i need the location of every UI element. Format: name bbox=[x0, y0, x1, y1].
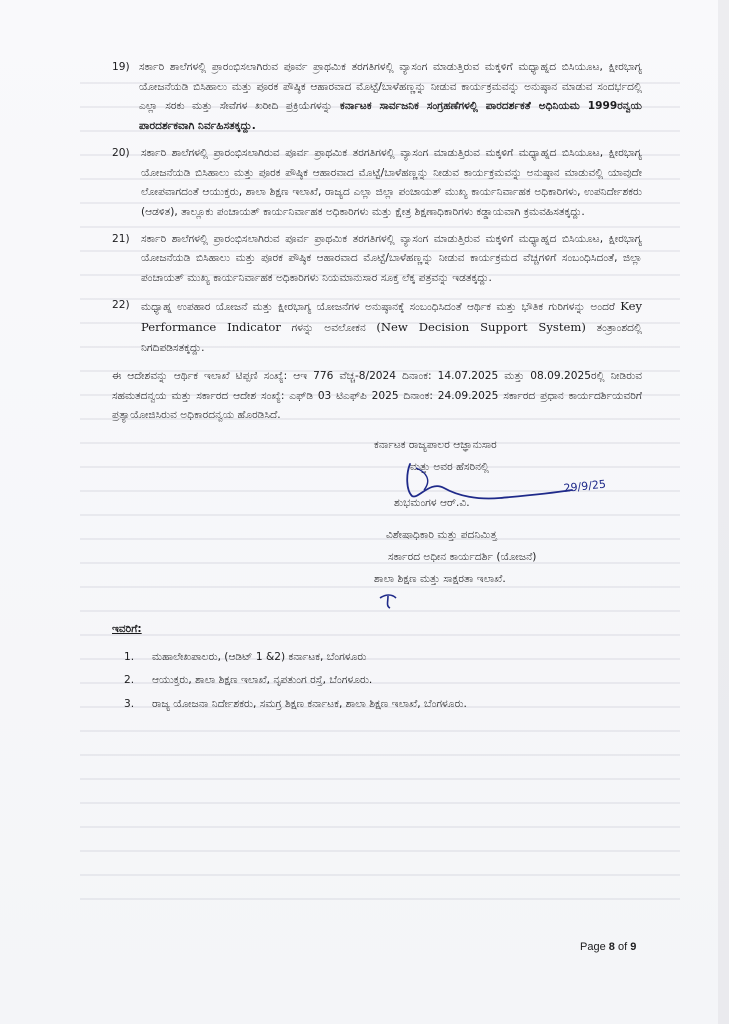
clause-text: ಸರ್ಕಾರಿ ಶಾಲೆಗಳಲ್ಲಿ ಪ್ರಾರಂಭಿಸಲಾಗಿರುವ ಪೂರ್ವ ಪ್ರಾಥಮಿಕ ತರಗತಿಗಳಲ್ಲಿ ವ್ಯಾಸಂಗ ಮಾಡುತ್ತಿರುವ ಮಕ್ಕಳಿಗೆ ಮಧ್ಯಾಹ್ನದ ಬಿಸಿಯೂಟ, ಕ್ಷೀರಭಾಗ್ಯ ಯೋಜನೆಯಡಿ ಬಿಸಿಹಾಲು ಮತ್ತು ಪೂರಕ ಪೌಷ್ಠಿಕ ಆಹಾರವಾದ ಮೊಟ್ಟೆ/ಬಾಳೆಹಣ್ಣನ್ನು ನೀಡುವ ಕಾರ್ಯಕ್ರಮದ ವೆಚ್ಚಗಳಿಗೆ ಸಂಬಂಧಿಸಿದಂತೆ, ಜಿಲ್ಲಾ ಪಂಚಾಯತ್ ಮುಖ್ಯ ಕಾರ್ಯನಿರ್ವಾಹಕ ಅಧಿಕಾರಿಗಳು ನಿಯಮಾನುಸಾರ ಸೂಕ್ತ ಲೆಕ್ಕ ಪತ್ರವನ್ನು ಇಡತಕ್ಕದ್ದು. bbox=[141, 232, 642, 285]
order-paragraph: ಈ ಆದೇಶವನ್ನು ಆರ್ಥಿಕ ಇಲಾಖೆ ಟಿಪ್ಪಣಿ ಸಂಖ್ಯೆ: ಆಇ 776 ವೆಚ್ಚ-8/2024 ದಿನಾಂಕ: 14.07.2025 ಮತ್ತು 08.09.2025ರಲ್ಲಿ ನೀಡಿರುವ ಸಹಮತದನ್ವಯ ಮತ್ತು ಸರ್ಕಾರದ ಆದೇಶ ಸಂಖ್ಯೆ: ಎಫ್‌ಡಿ 03 ಟಿಎಫ್‌ಪಿ 2025 ದಿನಾಂಕ: 24.09.2025 ಸರ್ಕಾರದ ಪ್ರಧಾನ ಕಾರ್ಯದರ್ಶಿಯವರಿಗೆ ಪ್ರತ್ಯಾಯೋಜಿಸಿರುವ ಅಧಿಕಾರದನ್ವಯ ಹೊರಡಿಸಿದೆ. bbox=[112, 369, 642, 422]
clause-21 bbox=[112, 230, 642, 289]
clause-number: 20) bbox=[112, 146, 130, 159]
signature-block bbox=[112, 432, 642, 608]
page-of-label: of bbox=[617, 941, 628, 953]
page-footer bbox=[580, 941, 636, 953]
list-text: ಆಯುಕ್ತರು, ಶಾಲಾ ಶಿಕ್ಷಣ ಇಲಾಖೆ, ನೃಪತುಂಗ ರಸ್ತೆ, ಬೆಂಗಳೂರು. bbox=[152, 674, 373, 687]
governor-order-line: ಕರ್ನಾಟಕ ರಾಜ್ಯಪಾಲರ ಆಜ್ಞಾನುಸಾರ bbox=[374, 438, 497, 451]
list-text: ರಾಜ್ಯ ಯೋಜನಾ ನಿರ್ದೇಶಕರು, ಸಮಗ್ರ ಶಿಕ್ಷಣ ಕರ್ನಾಟಕ, ಶಾಲಾ ಶಿಕ್ಷಣ ಇಲಾಖೆ, ಬೆಂಗಳೂರು. bbox=[152, 698, 467, 711]
clause-text bbox=[139, 58, 642, 137]
clause-text bbox=[141, 296, 642, 359]
recipients-heading: ಇವರಿಗೆ: bbox=[112, 622, 142, 635]
page-number: 8 bbox=[608, 941, 615, 953]
signatory-designation-2: ಸರ್ಕಾರದ ಅಧೀನ ಕಾರ್ಯದರ್ಶಿ (ಯೋಜನೆ) bbox=[388, 550, 537, 563]
clause-number: 21) bbox=[112, 232, 130, 245]
clause-text-regular: ಮಧ್ಯಾಹ್ನ ಉಪಹಾರ ಯೋಜನೆ ಮತ್ತು ಕ್ಷೀರಭಾಗ್ಯ ಯೋಜನೆಗಳ ಅನುಷ್ಠಾನಕ್ಕೆ ಸಂಬಂಧಿಸಿದಂತೆ ಆರ್ಥಿಕ ಮತ್ತು ಭೌತಿಕ ಗುರಿಗಳನ್ನು ಅಂದರೆ bbox=[141, 300, 621, 313]
kpi-term: Key Performance Indicator bbox=[141, 298, 642, 335]
clause-text-bold: ಕರ್ನಾಟಕ ಸಾರ್ವಜನಿಕ ಸಂಗ್ರಹಣೆಗಳಲ್ಲಿ ಪಾರದರ್ಶಕತೆ ಅಧಿನಿಯಮ 1999ರನ್ವಯ ಪಾರದರ್ಶಕವಾಗಿ ನಿರ್ವಹಿಸತಕ್ಕದ್ದು. bbox=[139, 100, 642, 133]
handwritten-date: 29/9/25 bbox=[562, 477, 607, 495]
clause-text: ಸರ್ಕಾರಿ ಶಾಲೆಗಳಲ್ಲಿ ಪ್ರಾರಂಭಿಸಲಾಗಿರುವ ಪೂರ್ವ ಪ್ರಾಥಮಿಕ ತರಗತಿಗಳಲ್ಲಿ ವ್ಯಾಸಂಗ ಮಾಡುತ್ತಿರುವ ಮಕ್ಕಳಿಗೆ ಮಧ್ಯಾಹ್ನದ ಬಿಸಿಯೂಟ, ಕ್ಷೀರಭಾಗ್ಯ ಯೋಜನೆಯಡಿ ಬಿಸಿಹಾಲು ಮತ್ತು ಪೂರಕ ಪೌಷ್ಠಿಕ ಆಹಾರವಾದ ಮೊಟ್ಟೆ/ಬಾಳೆಹಣ್ಣನ್ನು ನೀಡುವ ಕಾರ್ಯಕ್ರಮವನ್ನು ಅನುಷ್ಠಾನ ಮಾಡುವಲ್ಲಿ ಯಾವುದೇ ಲೋಪವಾಗದಂತೆ ಆಯುಕ್ತರು, ಶಾಲಾ ಶಿಕ್ಷಣ ಇಲಾಖೆ, ರಾಜ್ಯದ ಎಲ್ಲಾ ಜಿಲ್ಲಾ ಪಂಚಾಯತ್ ಮುಖ್ಯ ಕಾರ್ಯನಿರ್ವಾಹಕ ಅಧಿಕಾರಿಗಳು, ಉಪನಿರ್ದೇಶಕರು (ಆಡಳಿತ), ತಾಲ್ಲೂಕು ಪಂಚಾಯತ್ ಕಾರ್ಯನಿರ್ವಾಹಕ ಅಧಿಕಾರಿಗಳು ಮತ್ತು ಕ್ಷೇತ್ರ ಶಿಕ್ಷಣಾಧಿಕಾರಿಗಳು ಕಡ್ಡಾಯವಾಗಿ ಕ್ರಮವಹಿಸತಕ್ಕದ್ದು. bbox=[141, 146, 642, 218]
clause-22 bbox=[112, 296, 642, 359]
list-number: 2. bbox=[124, 674, 135, 687]
list-number: 1. bbox=[124, 650, 135, 663]
list-item bbox=[112, 671, 642, 691]
clause-19 bbox=[112, 58, 642, 137]
clause-text-regular: ಗಳನ್ನು ಅವಲೋಕನ bbox=[280, 322, 377, 335]
clause-20 bbox=[112, 144, 642, 223]
signatory-department: ಶಾಲಾ ಶಿಕ್ಷಣ ಮತ್ತು ಸಾಕ್ಷರತಾ ಇಲಾಖೆ. bbox=[374, 572, 506, 585]
ndss-term: (New Decision Support System) bbox=[376, 320, 586, 335]
list-item bbox=[112, 648, 642, 668]
recipients-list bbox=[112, 648, 642, 715]
clause-number: 19) bbox=[112, 61, 130, 73]
governor-name-line: ಮತ್ತು ಅವರ ಹೆಸರಿನಲ್ಲಿ bbox=[410, 460, 489, 473]
list-number: 3. bbox=[124, 698, 135, 711]
document-body bbox=[112, 58, 642, 719]
initial-mark bbox=[374, 592, 404, 610]
page-edge bbox=[718, 0, 729, 1024]
page-total: 9 bbox=[630, 941, 637, 953]
clause-number: 22) bbox=[112, 298, 130, 311]
signatory-designation-1: ವಿಶೇಷಾಧಿಕಾರಿ ಮತ್ತು ಪದನಿಮಿತ್ತ bbox=[386, 528, 497, 541]
page-label: Page bbox=[580, 941, 606, 953]
signatory-name: ಶುಭಮಂಗಳ ಆರ್.ವಿ. bbox=[394, 496, 470, 509]
clause-text-regular: ತಂತ್ರಾಂಶದಲ್ಲಿ ನಿಗದಿಪಡಿಸತಕ್ಕದ್ದು. bbox=[141, 322, 642, 355]
list-item bbox=[112, 695, 642, 715]
list-text: ಮಹಾಲೇಖಪಾಲರು, (ಆಡಿಟ್ 1 &2) ಕರ್ನಾಟಕ, ಬೆಂಗಳೂರು bbox=[152, 650, 367, 663]
clause-text-regular: ಸರ್ಕಾರಿ ಶಾಲೆಗಳಲ್ಲಿ ಪ್ರಾರಂಭಿಸಲಾಗಿರುವ ಪೂರ್ವ ಪ್ರಾಥಮಿಕ ತರಗತಿಗಳಲ್ಲಿ ವ್ಯಾಸಂಗ ಮಾಡುತ್ತಿರುವ ಮಕ್ಕಳಿಗೆ ಮಧ್ಯಾಹ್ನದ ಬಿಸಿಯೂಟ, ಕ್ಷೀರಭಾಗ್ಯ ಯೋಜನೆಯಡಿ ಬಿಸಿಹಾಲು ಮತ್ತು ಪೂರಕ ಪೌಷ್ಠಿಕ ಆಹಾರವಾದ ಮೊಟ್ಟೆ/ಬಾಳೆಹಣ್ಣನ್ನು ನೀಡುವ ಕಾರ್ಯಕ್ರಮವನ್ನು ಅನುಷ್ಠಾನ ಮಾಡುವ ಸಂದರ್ಭದಲ್ಲಿ ಎಲ್ಲಾ ಸರಕು ಮತ್ತು ಸೇವೆಗಳ ಖರೀದಿ ಪ್ರಕ್ರಿಯೆಗಳನ್ನು bbox=[139, 61, 642, 113]
